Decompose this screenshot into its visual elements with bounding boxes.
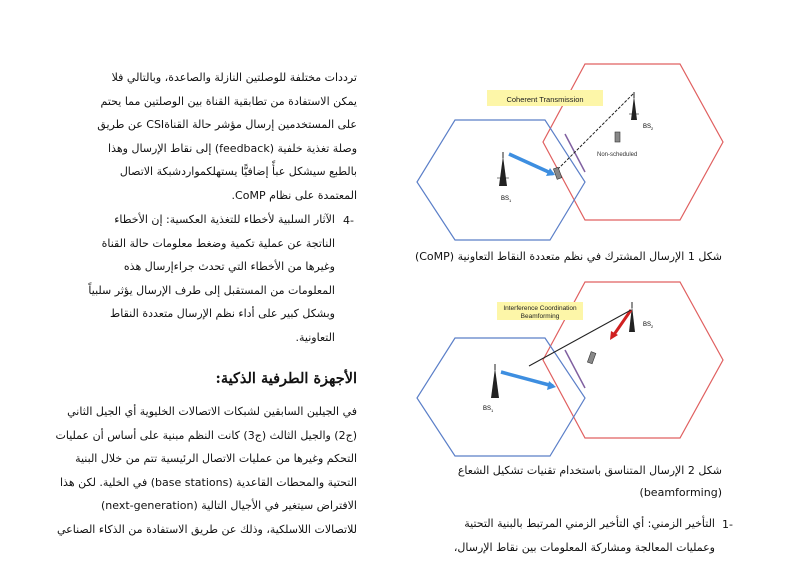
ue-phone-icon xyxy=(553,167,561,179)
text-line: وغيرها من الأخطاء التي تحدث جراءإرسال هذه xyxy=(123,260,335,274)
beam-bs1-to-ue xyxy=(509,154,553,174)
paragraph-csi-feedback xyxy=(45,66,357,208)
label-bs1: $BS_1$ xyxy=(501,196,512,203)
bs1-tower-icon xyxy=(491,364,499,398)
text-line: (ج2) والجيل الثالث (ج3) كانت النظم مبنية على أساس أن عمليات xyxy=(55,428,357,442)
text-line: الافتراض سيتغير في الأجيال التالية (next-generation) xyxy=(101,499,357,513)
text-line: ترددات مختلفة للوصلتين النازلة والصاعدة، وبالتالي فلا xyxy=(111,71,357,84)
bs2-tower-icon xyxy=(629,302,635,332)
text-line: المعلومات من المستقبل إلى طرف الإرسال يؤثر سلبياً xyxy=(88,283,335,297)
list-item-time-delay xyxy=(410,512,715,559)
text-line: للاتصالات اللاسلكية، وذلك عن طريق الاستفادة من الذكاء الصناعي xyxy=(57,522,357,536)
caption-line: شكل 2 الإرسال المتناسق باستخدام تقنيات تشكيل الشعاع xyxy=(457,464,722,477)
label-non-scheduled: Non-scheduled xyxy=(597,152,638,158)
label-bs2: $BS_2$ xyxy=(643,124,654,131)
figure-2-caption xyxy=(410,460,722,504)
text-line: التحكم وغيرها من عمليات الاتصال الرئيسية تتم من خلال البنية xyxy=(75,452,357,466)
text-line: يمكن الاستفادة من تطابقية القناة بين الوصلتين مما يحتم xyxy=(100,94,357,108)
text-line: الناتجة عن عملية تكمية وضغط معلومات حالة القناة xyxy=(101,236,335,250)
section-heading: الأجهزة الطرفية الذكية: xyxy=(215,370,357,387)
bs2-tower-icon xyxy=(629,92,639,120)
text-line: على المستخدمين إرسال مؤشر حالة القناةCSI عن طريق xyxy=(97,118,357,132)
figure-1-comp-diagram xyxy=(405,62,725,242)
ue-phone-icon xyxy=(587,352,595,364)
text-line: بالطبع سيشكل عبأً إضافيًّا يستهلكمواردشبكة الاتصال xyxy=(119,165,357,179)
figure-1-caption: شكل 1 الإرسال المشترك في نظم متعددة النقاط التعاونية (CoMP) xyxy=(414,250,722,263)
text-line: وعمليات المعالجة ومشاركة المعلومات بين نقاط الإرسال، xyxy=(453,540,715,554)
label-interference-coordination: Interference Coordination xyxy=(503,305,577,312)
caption-line: (beamforming) xyxy=(639,486,722,499)
bs1-tower-icon xyxy=(497,152,509,186)
list-item-feedback-errors xyxy=(45,208,335,350)
beam-bs1-to-ue xyxy=(501,372,553,386)
non-scheduled-phone-icon xyxy=(615,132,620,142)
text-line: التحتية والمحطات القاعدية (base stations) في الخلية. لكن هذا xyxy=(60,475,357,489)
text-line: وصلة تغذية خلفية (feedback) إلى نقاط الإرسال وهذا xyxy=(108,141,357,155)
label-bs2: $BS_2$ xyxy=(643,322,654,329)
label-coherent-transmission: Coherent Transmission xyxy=(506,95,584,104)
figure-2-beamforming-diagram xyxy=(405,280,725,460)
text-line: التأخير الزمني: أي التأخير الزمني المرتبط بالبنية التحتية xyxy=(464,517,715,530)
label-beamforming: Beamforming xyxy=(520,313,560,320)
cell-hex-bs1 xyxy=(417,338,585,456)
list-number-1: 1- xyxy=(722,518,733,531)
text-line: وبشكل كبير على أداء نظم الإرسال متعددة النقاط xyxy=(110,307,335,321)
label-bs1: $BS_1$ xyxy=(483,406,494,413)
text-line: المعتمدة على نظام CoMP. xyxy=(231,188,357,202)
list-number-4: 4- xyxy=(343,214,354,227)
text-line: في الجيلين السابقين لشبكات الاتصالات الخليوية أي الجيل الثاني xyxy=(67,405,357,418)
text-line: الآثار السلبية لأخطاء للتغذية العكسية: إن الأخطاء xyxy=(114,213,335,226)
beam-bs2-to-ue xyxy=(613,310,631,336)
paragraph-smart-terminals xyxy=(45,400,357,542)
text-line: التعاونية. xyxy=(295,330,335,344)
